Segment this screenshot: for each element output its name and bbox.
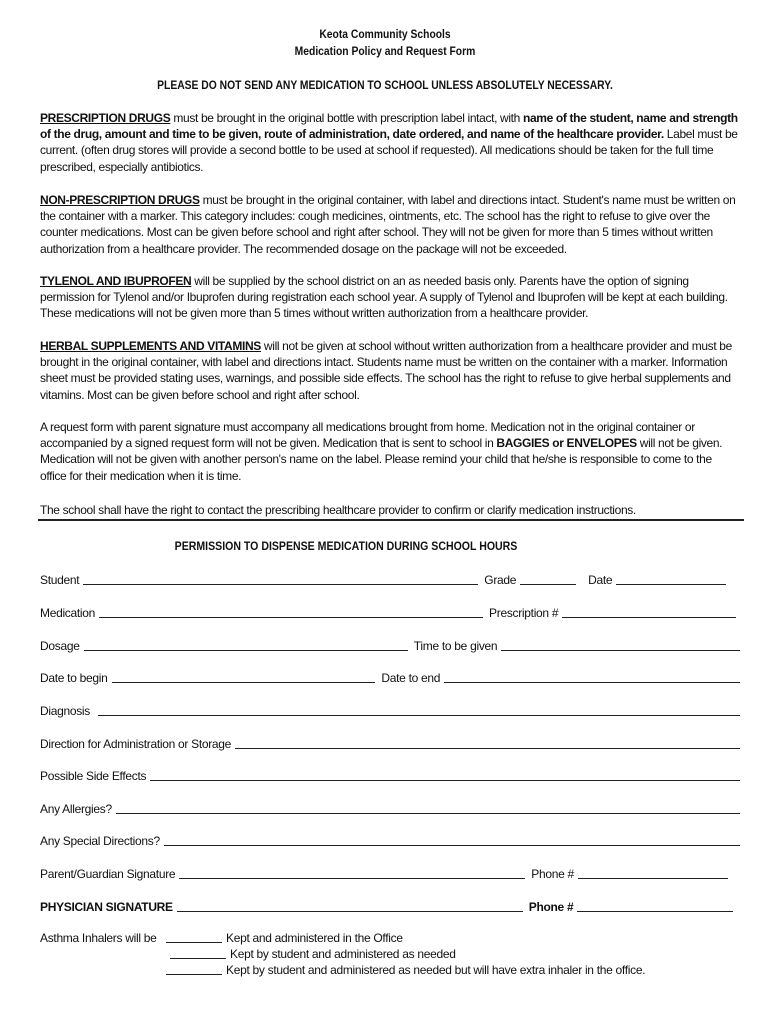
asthma-option-extra-blank[interactable] bbox=[166, 962, 222, 975]
diagnosis-field[interactable] bbox=[98, 703, 740, 716]
permission-title: PERMISSION TO DISPENSE MEDICATION DURING SCHOOL HOURS bbox=[174, 539, 518, 553]
warning-heading: PLEASE DO NOT SEND ANY MEDICATION TO SCHOOL UNLESS ABSOLUTELY NECESSARY. bbox=[157, 78, 613, 92]
section-divider bbox=[38, 519, 744, 521]
dates-row: Date to begin Date to end bbox=[40, 667, 740, 685]
nonprescription-heading: NON-PRESCRIPTION DRUGS bbox=[40, 193, 200, 207]
asthma-option-office-blank[interactable] bbox=[166, 930, 222, 943]
physician-phone-field[interactable] bbox=[577, 899, 733, 912]
side-effects-field[interactable] bbox=[150, 768, 740, 781]
date-field[interactable] bbox=[616, 572, 726, 585]
herbal-paragraph: HERBAL SUPPLEMENTS AND VITAMINS will not be given at school without written authorization from a healthcare provider and must be brought in the original container, with label and directions intact. Students name must be written on the container with a marker. Information sheet must be provided stating uses, warnings, and possible side effects. The school has the right to refuse to give herbal supplements and vitamins. Most can be given before school and right after school. bbox=[40, 339, 732, 402]
medication-field[interactable] bbox=[99, 605, 483, 618]
request-paragraph: A request form with parent signature must accompany all medications brought from home. Medication not in the original container or accompanied by a signed request form will not be given. Medication that is sent to school in BAGGIES or ENVELOPES will not be given. Medication will not be given with another person's name on the label. Please remind your child that he/she is responsible to come to the office for their medication when it is time. bbox=[40, 420, 723, 483]
date-end-field[interactable] bbox=[444, 670, 740, 683]
physician-signature-row: PHYSICIAN SIGNATURE Phone # bbox=[40, 896, 740, 914]
asthma-option-office: Kept and administered in the Office bbox=[166, 929, 403, 945]
school-name: Keota Community Schools bbox=[319, 27, 451, 41]
form-title: Medication Policy and Request Form bbox=[294, 44, 476, 58]
prescription-heading: PRESCRIPTION DRUGS bbox=[40, 111, 171, 125]
prescription-paragraph: PRESCRIPTION DRUGS must be brought in the original bottle with prescription label intact, with name of the student, name and strength of the drug, amount and time to be given, route of administration, date ordered, and name of the healthcare provider. Label must be current. (often drug stores will provide a second bottle to be used at school if requested). All medications should be taken for the full time prescribed, especially antibiotics. bbox=[40, 111, 738, 174]
physician-signature-field[interactable] bbox=[177, 899, 523, 912]
asthma-option-student-blank[interactable] bbox=[170, 946, 226, 959]
parent-signature-row: Parent/Guardian Signature Phone # bbox=[40, 863, 740, 881]
date-begin-field[interactable] bbox=[112, 670, 376, 683]
grade-field[interactable] bbox=[520, 572, 576, 585]
direction-row: Direction for Administration or Storage bbox=[40, 733, 740, 751]
dosage-row: Dosage Time to be given bbox=[40, 635, 740, 653]
side-effects-row: Possible Side Effects bbox=[40, 765, 740, 783]
student-field[interactable] bbox=[83, 572, 478, 585]
special-directions-field[interactable] bbox=[164, 833, 740, 846]
tylenol-paragraph: TYLENOL AND IBUPROFEN will be supplied by the school district on an as needed basis only. Parents have the option of signing permission for Tylenol and/or Ibuprofen during registration each school year. A supply of Tylenol and Ibuprofen will be kept at each building. These medications will not be given more than 5 times without written authorization from a healthcare provider. bbox=[40, 274, 728, 321]
dosage-field[interactable] bbox=[84, 638, 408, 651]
direction-field[interactable] bbox=[235, 736, 740, 749]
parent-signature-field[interactable] bbox=[179, 866, 525, 879]
allergies-row: Any Allergies? bbox=[40, 798, 740, 816]
herbal-heading: HERBAL SUPPLEMENTS AND VITAMINS bbox=[40, 339, 261, 353]
asthma-option-extra: Kept by student and administered as needed but will have extra inhaler in the office. bbox=[166, 961, 645, 977]
asthma-option-student: Kept by student and administered as needed bbox=[170, 945, 456, 961]
medication-row: Medication Prescription # bbox=[40, 602, 740, 620]
prescription-number-field[interactable] bbox=[562, 605, 736, 618]
nonprescription-paragraph: NON-PRESCRIPTION DRUGS must be brought in the original container, with label and directions intact. Student's name must be written on the container with a marker. This category includes: cough medicines, ointments, etc. The school has the right to refuse to give over the counter medications. Most can be given before school and right after school. They will not be given for more than 5 times without written authorization from a healthcare provider. The recommended dosage on the package will not be exceeded. bbox=[40, 193, 736, 256]
asthma-label: Asthma Inhalers will be bbox=[40, 931, 157, 945]
allergies-field[interactable] bbox=[116, 801, 740, 814]
parent-phone-field[interactable] bbox=[578, 866, 728, 879]
special-directions-row: Any Special Directions? bbox=[40, 830, 740, 848]
time-given-field[interactable] bbox=[501, 638, 740, 651]
student-row: Student Grade Date bbox=[40, 569, 740, 587]
contact-paragraph: The school shall have the right to contact the prescribing healthcare provider to confirm or clarify medication instructions. bbox=[40, 503, 636, 517]
diagnosis-row: Diagnosis bbox=[40, 700, 740, 718]
tylenol-heading: TYLENOL AND IBUPROFEN bbox=[40, 274, 192, 288]
